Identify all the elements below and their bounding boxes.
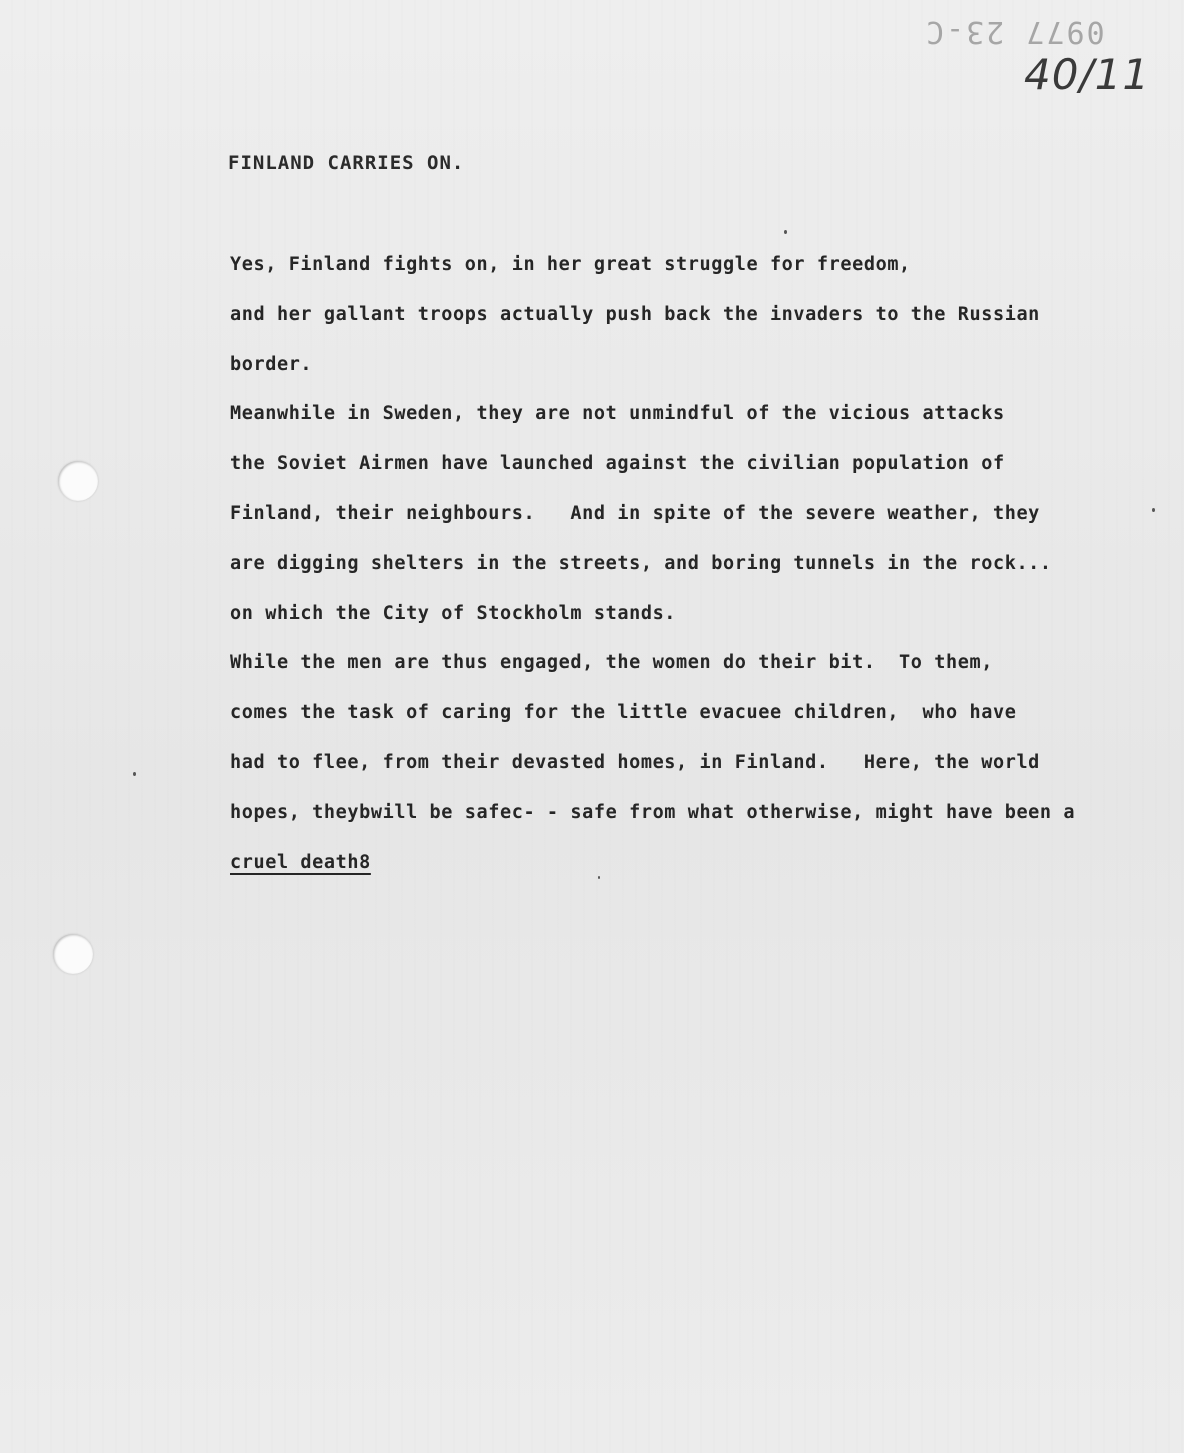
ink-speck <box>784 230 787 234</box>
ink-speck <box>133 772 136 776</box>
folio-number: 40/11 <box>1024 50 1151 99</box>
text-line: the Soviet Airmen have launched against the civilian population of <box>230 453 1005 475</box>
text-line: border. <box>230 353 313 375</box>
text-line: Finland, their neighbours. And in spite of the severe weather, they <box>230 502 1040 524</box>
body-text <box>230 248 1150 895</box>
text-line: While the men are thus engaged, the women do their bit. To them, <box>230 652 993 674</box>
ink-speck <box>1152 508 1155 512</box>
text-line: had to flee, from their devasted homes, in Finland. Here, the world <box>230 751 1040 773</box>
text-line: on which the City of Stockholm stands. <box>230 602 677 624</box>
text-line: Meanwhile in Sweden, they are not unmindful of the vicious attacks <box>230 403 1005 425</box>
text-line: are digging shelters in the streets, and boring tunnels in the rock... <box>230 552 1052 574</box>
document-title: FINLAND CARRIES ON. <box>228 152 465 174</box>
punch-hole-bottom <box>53 934 93 974</box>
punch-hole-top <box>58 461 98 501</box>
text-line: and her gallant troops actually push back the invaders to the Russian <box>230 303 1040 325</box>
text-line: hopes, theybwill be safec- - safe from what otherwise, might have been a <box>230 801 1076 823</box>
closing-line-text: cruel death8 <box>230 851 371 873</box>
closing-line <box>230 846 1150 896</box>
text-line: Yes, Finland fights on, in her great struggle for freedom, <box>230 254 911 275</box>
reference-stamp: 0977 23-C <box>924 14 1105 49</box>
text-line: comes the task of caring for the little evacuee children, who have <box>230 702 1017 724</box>
